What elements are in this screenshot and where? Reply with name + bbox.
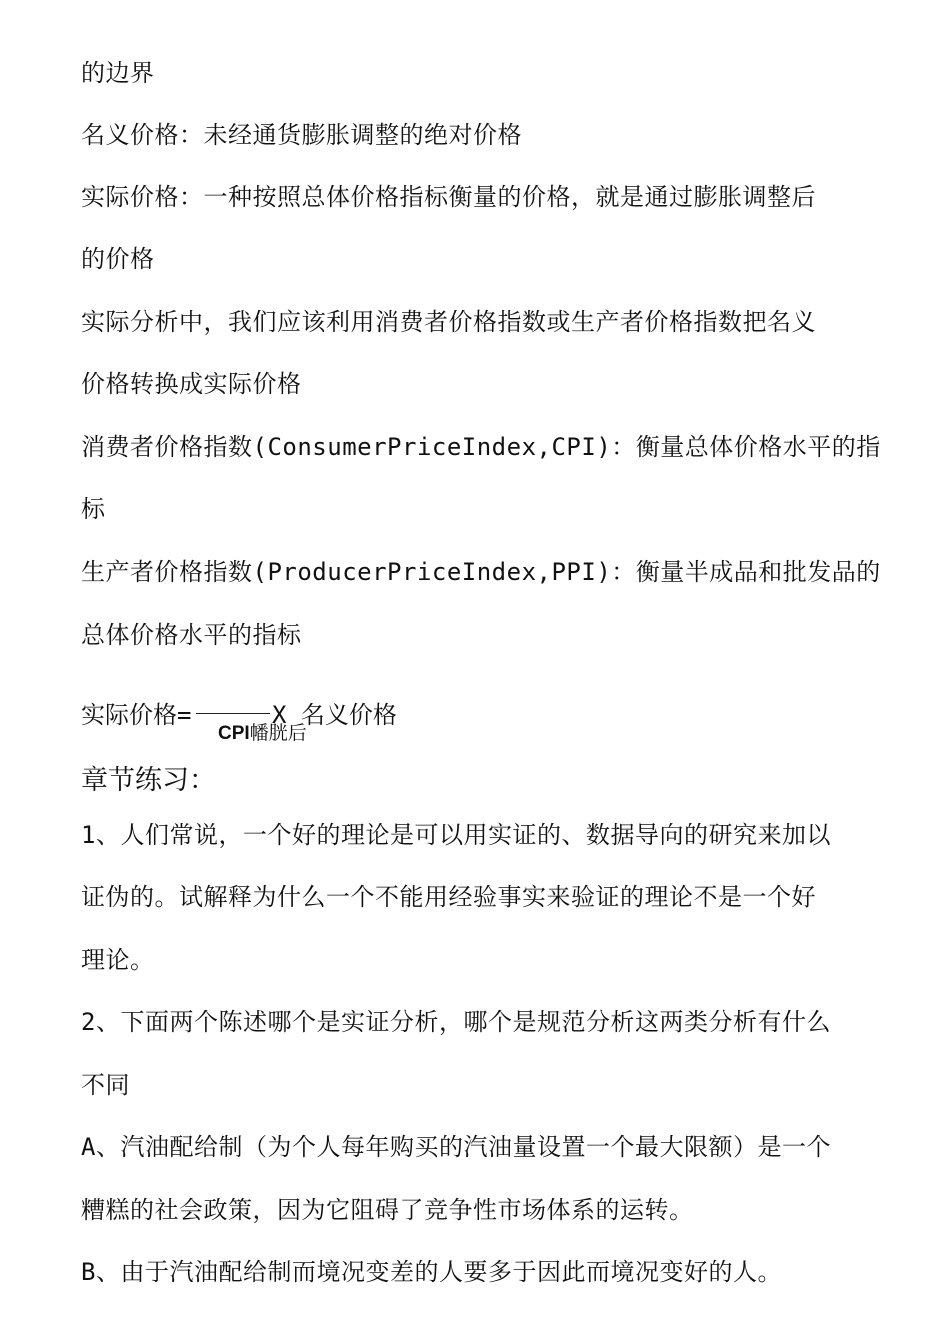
formula-denominator	[218, 722, 307, 746]
section-heading: 章节练习：	[81, 765, 216, 796]
exercise-line: 理论。	[81, 946, 155, 974]
formula-lhs: 实际价格=	[81, 701, 192, 729]
exercise-line: 证伪的。试解释为什么一个不能用经验事实来验证的理论不是一个好	[81, 883, 816, 911]
text-line: 消费者价格指数(ConsumerPriceIndex,CPI)：衡量总体价格水平的指	[81, 433, 881, 461]
formula-rhs: X 名义价格	[272, 701, 397, 729]
text-line: 总体价格水平的指标	[81, 621, 302, 649]
text-line: 的价格	[81, 245, 155, 273]
formula-denominator-rest: 幡胱后	[249, 723, 307, 744]
exercise-line: B、由于汽油配给制而境况变差的人要多于因此而境况变好的人。	[81, 1258, 782, 1286]
text-line: 标	[81, 495, 106, 523]
exercise-line: 2、下面两个陈述哪个是实证分析，哪个是规范分析这两类分析有什么	[81, 1008, 831, 1036]
fraction-bar	[196, 713, 270, 714]
exercise-line: 不同	[81, 1071, 130, 1099]
exercise-line: 1、人们常说，一个好的理论是可以用实证的、数据导向的研究来加以	[81, 821, 831, 849]
exercise-line: 糟糕的社会政策，因为它阻碍了竞争性市场体系的运转。	[81, 1196, 694, 1224]
text-line: 生产者价格指数(ProducerPriceIndex,PPI)：衡量半成品和批发品的	[81, 558, 881, 586]
text-line: 的边界	[81, 59, 155, 87]
text-line: 实际价格：一种按照总体价格指标衡量的价格，就是通过膨胀调整后	[81, 183, 816, 211]
text-line: 实际分析中，我们应该利用消费者价格指数或生产者价格指数把名义	[81, 308, 816, 336]
exercise-line: A、汽油配给制（为个人每年购买的汽油量设置一个最大限额）是一个	[81, 1133, 831, 1161]
formula-denominator-cpi: CPI	[218, 723, 250, 744]
text-line: 名义价格：未经通货膨胀调整的绝对价格	[81, 121, 522, 149]
text-line: 价格转换成实际价格	[81, 370, 302, 398]
